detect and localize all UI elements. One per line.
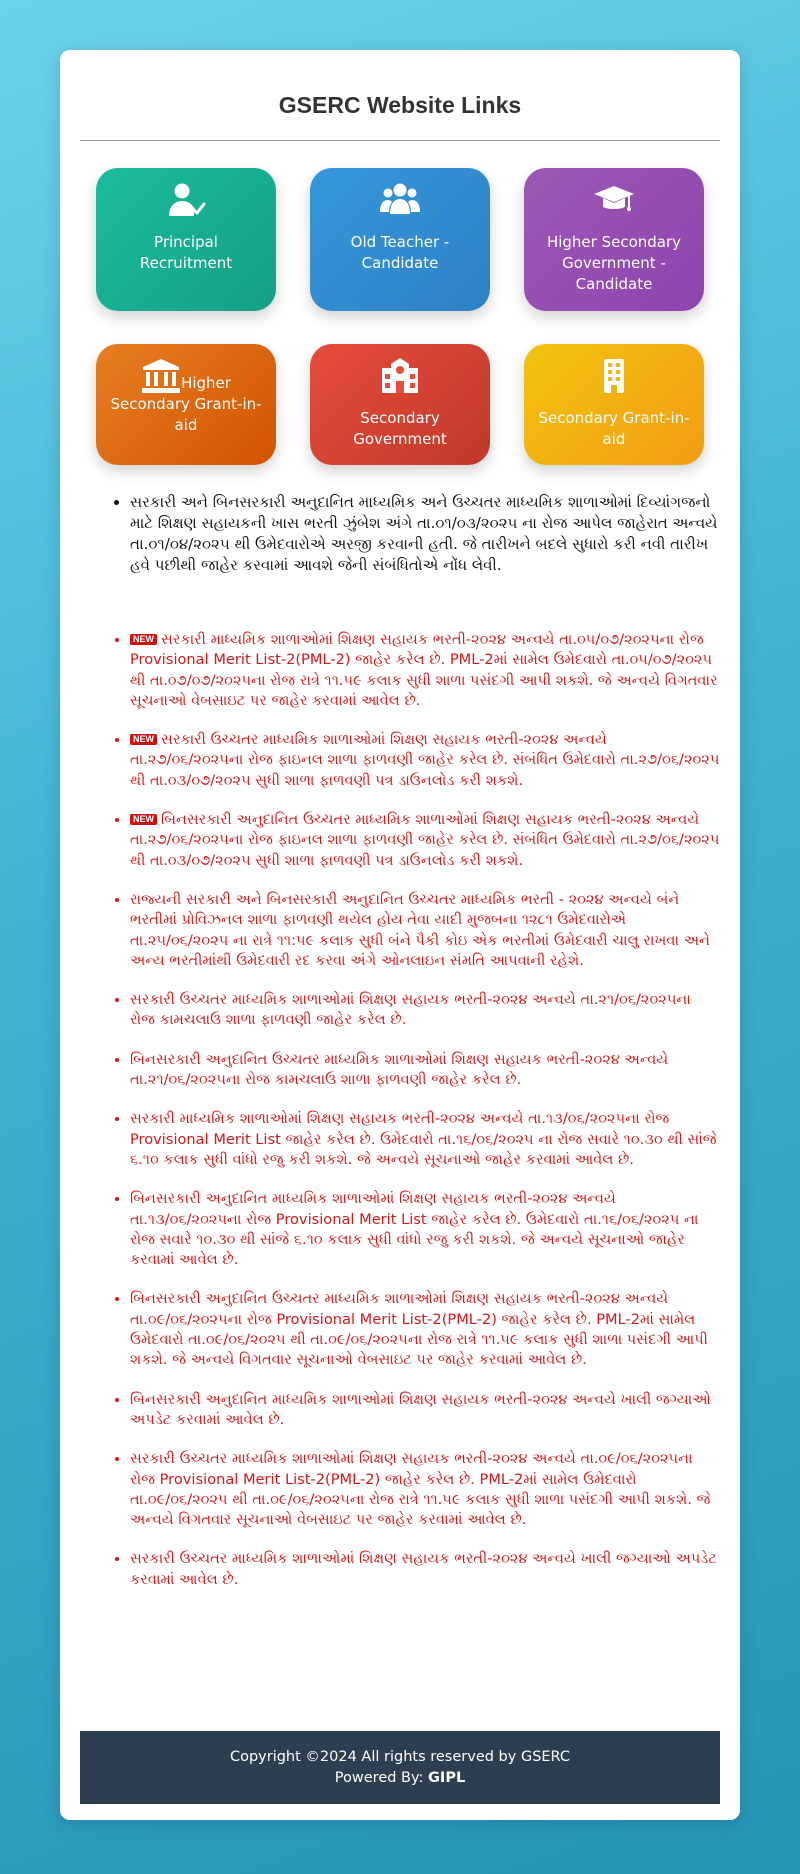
intro-notice: • સરકારી અને બિનસરકારી અનુદાનિત માધ્યમિક અને ઉચ્ચતર માધ્યમિક શાળાઓમાં દિવ્યાંગજનો માટે શિક્ષણ સહાયકની ખાસ ભરતી ઝુંબેશ અંગે તા.૦૧/૦૩/૨૦૨૫ ના રોજ આપેલ જાહેરાત અન્વયે તા.૦૧/૦૪/૨૦૨૫ થી ઉમેદવારોએ અરજી કરવાની હતી. જે તારીખને બદલે સુધારો કરી નવી તારીખ હવે પછીથી જાહેર કરવામાં આવશે જેની સંબંધિતોએ નોંધ લેવી.	[130, 492, 720, 576]
tile-label: Old Teacher - Candidate	[350, 233, 450, 272]
title-divider	[80, 140, 720, 141]
school-icon	[380, 358, 420, 394]
new-badge: NEW	[130, 734, 157, 745]
tile-label: Higher Secondary Government - Candidate	[546, 233, 682, 293]
tile-secondary-grant-in-aid[interactable]	[524, 344, 704, 465]
tile-secondary-government[interactable]	[310, 344, 490, 465]
news-item[interactable]	[130, 730, 720, 791]
news-list	[108, 630, 720, 1590]
news-item[interactable]	[130, 1549, 720, 1590]
tile-higher-secondary-government-candidate[interactable]	[524, 168, 704, 311]
news-link[interactable]: રાજ્યની સરકારી અને બિનસરકારી અનુદાનિત ઉચ્ચતર માધ્યમિક ભરતી - ૨૦૨૪ અન્વયે બંને ભરતીમાં પ્રોવિઝનલ શાળા ફાળવણી થયેલ હોય તેવા યાદી મુજબના ૧૨૮૧ ઉમેદવારોએ તા.૨૫/૦૬/૨૦૨૫ ના રાત્રે ૧૧:૫૯ કલાક સુધી બંને પૈકી કોઇ એક ભરતીમાં ઉમેદવારી ચાલુ રાખવા અને અન્ય ભરતીમાંથી ઉમેદવારી રદ કરવા અંગે ઓનલાઇન સંમતિ આપવાની રહેશે.	[130, 890, 710, 969]
powered-by-name: GIPL	[428, 1770, 466, 1786]
news-item[interactable]	[130, 1050, 720, 1091]
news-link[interactable]: સરકારી ઉચ્ચતર માધ્યમિક શાળાઓમાં શિક્ષણ સહાયક ભરતી-૨૦૨૪ અન્વયે તા.૨૭/૦૬/૨૦૨૫ના રોજ ફાઇનલ શાળા ફાળવણી જાહેર કરેલ છે. સંબંધિત ઉમેદવારો તા.૨૭/૦૬/૨૦૨૫ થી તા.૦૩/૦૭/૨૦૨૫ સુધી શાળા ફાળવણી પત્ર ડાઉનલોડ કરી શકશે.	[130, 731, 720, 789]
news-item[interactable]	[130, 1189, 720, 1270]
footer	[80, 1731, 720, 1804]
news-item[interactable]	[130, 810, 720, 871]
tile-label: Higher Secondary Grant-in-aid	[110, 374, 262, 434]
news-item[interactable]	[130, 630, 720, 711]
news-link[interactable]: બિનસરકારી અનુદાનિત ઉચ્ચતર માધ્યમિક શાળાઓમાં શિક્ષણ સહાયક ભરતી-૨૦૨૪ અન્વયે તા.૨૧/૦૬/૨૦૨૫ના રોજ કામચલાઉ શાળા ફાળવણી જાહેર કરેલ છે.	[130, 1050, 669, 1089]
powered-by-label: Powered By:	[334, 1770, 424, 1786]
news-item[interactable]	[130, 1390, 720, 1431]
notices-section	[108, 492, 720, 1609]
tile-label: Secondary Grant-in-aid	[538, 409, 690, 448]
news-item[interactable]	[130, 990, 720, 1031]
tile-principal-recruitment[interactable]	[96, 168, 276, 311]
tile-label: Principal Recruitment	[139, 233, 233, 272]
news-link[interactable]: સરકારી ઉચ્ચતર માધ્યમિક શાળાઓમાં શિક્ષણ સહાયક ભરતી-૨૦૨૪ અન્વયે ખાલી જગ્યાઓ અપડેટ કરવામાં આવેલ છે.	[130, 1550, 717, 1588]
news-link[interactable]: સરકારી ઉચ્ચતર માધ્યમિક શાળાઓમાં શિક્ષણ સહાયક ભરતી-૨૦૨૪ અન્વયે તા.૨૧/૦૬/૨૦૨૫ના રોજ કામચલાઉ શાળા ફાળવણી જાહેર કરેલ છે.	[130, 991, 691, 1029]
news-link[interactable]: બિનસરકારી અનુદાનિત ઉચ્ચતર માધ્યમિક શાળાઓમાં શિક્ષણ સહાયક ભરતી-૨૦૨૪ અન્વયે તા.૨૭/૦૬/૨૦૨૫ના રોજ ફાઇનલ શાળા ફાળવણી જાહેર કરેલ છે. સંબંધિત ઉમેદવારો તા.૨૭/૦૬/૨૦૨૫ થી તા.૦૩/૦૭/૨૦૨૫ સુધી શાળા ફાળવણી પત્ર ડાઉનલોડ કરી શકશે.	[130, 811, 720, 869]
building-icon	[594, 358, 634, 394]
new-badge: NEW	[130, 634, 157, 645]
user-check-icon	[166, 182, 206, 218]
news-link[interactable]: સરકારી માધ્યમિક શાળાઓમાં શિક્ષણ સહાયક ભરતી-૨૦૨૪ અન્વયે તા.૧૩/૦૬/૨૦૨૫ના રોજ Provisional Merit List જાહેર કરેલ છે. ઉમેદવારો તા.૧૬/૦૬/૨૦૨૫ ના રોજ સવારે ૧૦.૩૦ થી સાંજે ૬.૧૦ કલાક સુધી વાંધો રજુ કરી શકશે. જે અન્વયે સૂચનાઓ જાહેર કરવામાં આવેલ છે.	[130, 1110, 717, 1168]
new-badge: NEW	[130, 814, 157, 825]
tile-old-teacher-candidate[interactable]	[310, 168, 490, 311]
page-title: GSERC Website Links	[278, 92, 522, 118]
intro-notice-list	[108, 492, 720, 576]
news-item[interactable]	[130, 890, 720, 971]
copyright-text: Copyright ©2024 All rights reserved by GSERC	[229, 1749, 571, 1765]
tile-label: Secondary Government	[353, 409, 447, 448]
users-icon	[380, 182, 420, 218]
graduation-cap-icon	[594, 182, 634, 218]
tile-higher-secondary-grant-in-aid[interactable]	[96, 344, 276, 465]
news-item[interactable]	[130, 1109, 720, 1170]
news-link[interactable]: બિનસરકારી અનુદાનિત માધ્યમિક શાળાઓમાં શિક્ષણ સહાયક ભરતી-૨૦૨૪ અન્વયે ખાલી જગ્યાઓ અપડેટ કરવામાં આવેલ છે.	[130, 1390, 711, 1428]
powered-by	[80, 1768, 720, 1789]
news-link[interactable]: બિનસરકારી અનુદાનિત ઉચ્ચતર માધ્યમિક શાળાઓમાં શિક્ષણ સહાયક ભરતી-૨૦૨૪ અન્વયે તા.૦૯/૦૬/૨૦૨૫ના રોજ Provisional Merit List-2(PML-2) જાહેર કરેલ છે. PML-2માં સામેલ ઉમેદવારો તા.૦૯/૦૬/૨૦૨૫ થી તા.૦૯/૦૬/૨૦૨૫ના રોજ રાત્રે ૧૧.૫૯ કલાક સુધી શાળા પસંદગી આપી શકશે. જે અન્વયે વિગતવાર સૂચનાઓ વેબસાઇટ પર જાહેર કરવામાં આવેલ છે.	[130, 1290, 708, 1369]
news-item[interactable]	[130, 1449, 720, 1530]
main-card	[60, 50, 740, 1820]
link-tiles	[96, 168, 704, 465]
landmark-icon	[141, 358, 181, 394]
news-link[interactable]: બિનસરકારી અનુદાનિત માધ્યમિક શાળાઓમાં શિક્ષણ સહાયક ભરતી-૨૦૨૪ અન્વયે તા.૧૩/૦૬/૨૦૨૫ના રોજ Provisional Merit List જાહેર કરેલ છે. ઉમેદવારો તા.૧૬/૦૬/૨૦૨૫ ના રોજ સવારે ૧૦.૩૦ થી સાંજે ૬.૧૦ કલાક સુધી વાંધો રજુ કરી શકશે. જે અન્વયે સૂચનાઓ જાહેર કરવામાં આવેલ છે.	[130, 1190, 699, 1269]
news-item[interactable]	[130, 1289, 720, 1370]
news-link[interactable]: સરકારી માધ્યમિક શાળાઓમાં શિક્ષણ સહાયક ભરતી-૨૦૨૪ અન્વયે તા.૦૫/૦૭/૨૦૨૫ના રોજ Provisional Merit List-2(PML-2) જાહેર કરેલ છે. PML-2માં સામેલ ઉમેદવારો તા.૦૫/૦૭/૨૦૨૫ થી તા.૦૭/૦૭/૨૦૨૫ના રોજ રાત્રે ૧૧.૫૯ કલાક સુધી શાળા પસંદગી આપી શકશે. જે અન્વયે વિગતવાર સૂચનાઓ વેબસાઇટ પર જાહેર કરવામાં આવેલ છે.	[130, 631, 718, 709]
news-link[interactable]: સરકારી ઉચ્ચતર માધ્યમિક શાળાઓમાં શિક્ષણ સહાયક ભરતી-૨૦૨૪ અન્વયે તા.૦૯/૦૬/૨૦૨૫ના રોજ Provisional Merit List-2(PML-2) જાહેર કરેલ છે. PML-2માં સામેલ ઉમેદવારો તા.૦૯/૦૬/૨૦૨૫ થી તા.૦૯/૦૬/૨૦૨૫ના રોજ રાત્રે ૧૧.૫૯ કલાક સુધી શાળા પસંદગી આપી શકશે. જે અન્વયે વિગતવાર સૂચનાઓ વેબસાઇટ પર જાહેર કરવામાં આવેલ છે.	[130, 1450, 711, 1529]
